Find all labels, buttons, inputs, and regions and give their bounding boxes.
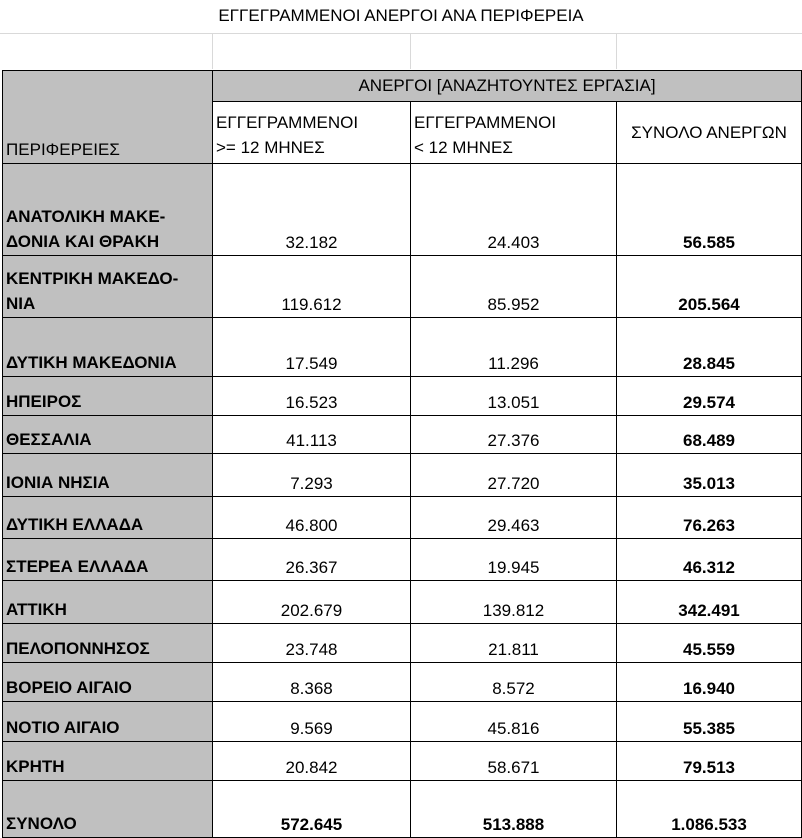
table-row	[3, 256, 802, 318]
short-term-cell: 58.671	[411, 742, 617, 781]
short-term-cell: 13.051	[411, 377, 617, 416]
gridline	[616, 33, 617, 69]
short-term-cell: 19.945	[411, 539, 617, 581]
grand-total-cell: 1.086.533	[617, 781, 802, 838]
table-row	[3, 624, 802, 663]
total-cell: 46.312	[617, 539, 802, 581]
short-term-total-cell: 513.888	[411, 781, 617, 838]
region-cell: ΒΟΡΕΙΟ ΑΙΓΑΙΟ	[3, 663, 213, 702]
total-cell: 16.940	[617, 663, 802, 702]
gridline	[410, 33, 411, 69]
short-term-cell: 21.811	[411, 624, 617, 663]
total-column-header: ΣΥΝΟΛΟ ΑΝΕΡΓΩΝ	[617, 102, 802, 164]
table-row	[3, 377, 802, 416]
gridline	[0, 33, 802, 34]
long-term-cell: 202.679	[213, 581, 411, 624]
short-term-cell: 29.463	[411, 497, 617, 539]
short-term-cell: 85.952	[411, 256, 617, 318]
table-row	[3, 497, 802, 539]
total-cell: 56.585	[617, 164, 802, 256]
total-cell: 28.845	[617, 318, 802, 377]
short-term-column-header: ΕΓΓΕΓΡΑΜΜΕΝΟΙ < 12 ΜΗΝΕΣ	[411, 102, 617, 164]
regions-column-header: ΠΕΡΙΦΕΡΕΙΕΣ	[3, 71, 213, 164]
region-cell: ΙΟΝΙΑ ΝΗΣΙΑ	[3, 454, 213, 497]
region-cell: ΣΤΕΡΕΑ ΕΛΛΑΔΑ	[3, 539, 213, 581]
total-cell: 29.574	[617, 377, 802, 416]
short-term-cell: 11.296	[411, 318, 617, 377]
gridline	[212, 33, 213, 69]
long-term-cell: 16.523	[213, 377, 411, 416]
short-term-cell: 24.403	[411, 164, 617, 256]
total-cell: 68.489	[617, 416, 802, 454]
total-cell: 35.013	[617, 454, 802, 497]
short-term-cell: 8.572	[411, 663, 617, 702]
short-term-cell: 27.376	[411, 416, 617, 454]
region-cell: ΚΕΝΤΡΙΚΗ ΜΑΚΕΔΟ- ΝΙΑ	[3, 256, 213, 318]
long-term-cell: 46.800	[213, 497, 411, 539]
total-cell: 55.385	[617, 702, 802, 742]
long-term-cell: 32.182	[213, 164, 411, 256]
long-term-cell: 41.113	[213, 416, 411, 454]
total-label-cell: ΣΥΝΟΛΟ	[3, 781, 213, 838]
table-row	[3, 318, 802, 377]
region-cell: ΗΠΕΙΡΟΣ	[3, 377, 213, 416]
total-cell: 342.491	[617, 581, 802, 624]
region-cell: ΑΤΤΙΚΗ	[3, 581, 213, 624]
long-term-cell: 9.569	[213, 702, 411, 742]
total-row	[3, 781, 802, 838]
short-term-cell: 139.812	[411, 581, 617, 624]
total-cell: 79.513	[617, 742, 802, 781]
table-row	[3, 702, 802, 742]
region-cell: ΔΥΤΙΚΗ ΜΑΚΕΔΟΝΙΑ	[3, 318, 213, 377]
long-term-cell: 119.612	[213, 256, 411, 318]
region-cell: ΑΝΑΤΟΛΙΚΗ ΜΑΚΕ- ΔΟΝΙΑ ΚΑΙ ΘΡΑΚΗ	[3, 164, 213, 256]
long-term-total-cell: 572.645	[213, 781, 411, 838]
table-row	[3, 581, 802, 624]
long-term-column-header: ΕΓΓΕΓΡΑΜΜΕΝΟΙ >= 12 ΜΗΝΕΣ	[213, 102, 411, 164]
group-header: ΑΝΕΡΓΟΙ [ΑΝΑΖΗΤΟΥΝΤΕΣ ΕΡΓΑΣΙΑ]	[213, 71, 802, 102]
table-row	[3, 539, 802, 581]
total-cell: 205.564	[617, 256, 802, 318]
long-term-cell: 8.368	[213, 663, 411, 702]
sheet-title: ΕΓΓΕΓΡΑΜΜΕΝΟΙ ΑΝΕΡΓΟΙ ΑΝΑ ΠΕΡΙΦΕΡΕΙΑ	[218, 6, 584, 25]
table-row	[3, 454, 802, 497]
region-cell: ΘΕΣΣΑΛΙΑ	[3, 416, 213, 454]
long-term-cell: 23.748	[213, 624, 411, 663]
region-cell: ΠΕΛΟΠΟΝΝΗΣΟΣ	[3, 624, 213, 663]
long-term-cell: 7.293	[213, 454, 411, 497]
long-term-cell: 26.367	[213, 539, 411, 581]
table-row	[3, 164, 802, 256]
short-term-cell: 45.816	[411, 702, 617, 742]
unemployment-table	[2, 70, 802, 838]
long-term-cell: 20.842	[213, 742, 411, 781]
short-term-cell: 27.720	[411, 454, 617, 497]
table-row	[3, 742, 802, 781]
table-row	[3, 416, 802, 454]
region-cell: ΝΟΤΙΟ ΑΙΓΑΙΟ	[3, 702, 213, 742]
region-cell: ΚΡΗΤΗ	[3, 742, 213, 781]
region-cell: ΔΥΤΙΚΗ ΕΛΛΑΔΑ	[3, 497, 213, 539]
table-row	[3, 663, 802, 702]
long-term-cell: 17.549	[213, 318, 411, 377]
total-cell: 45.559	[617, 624, 802, 663]
total-cell: 76.263	[617, 497, 802, 539]
